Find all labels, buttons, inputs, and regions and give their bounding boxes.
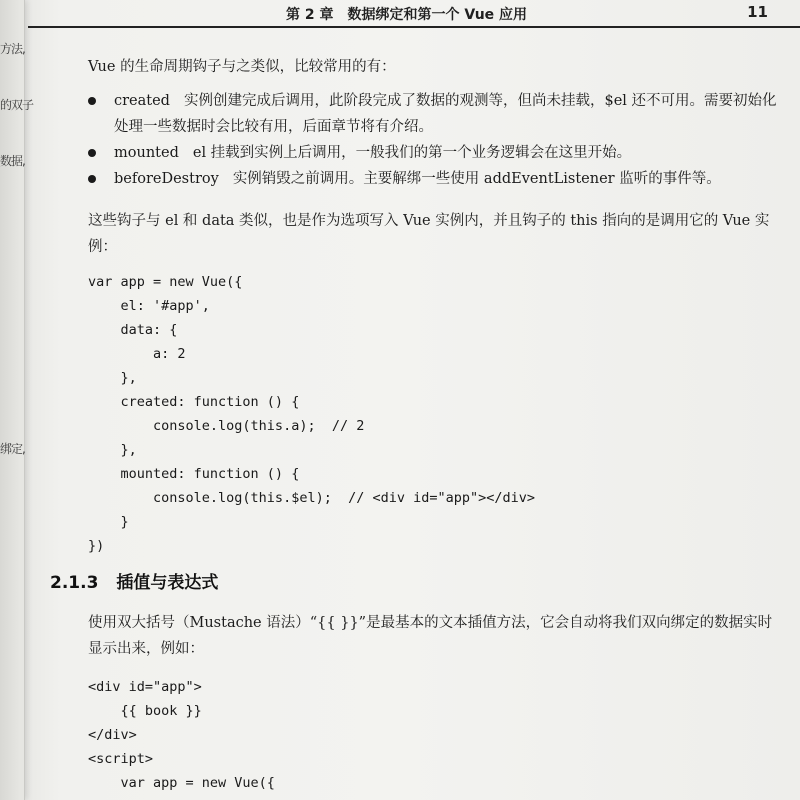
hooks-note: 这些钩子与 el 和 data 类似，也是作为选项写入 Vue 实例内，并且钩子的 this 指向的是调用它的 Vue 实例： [88,213,770,255]
hook-description: 实例创建完成后调用，此阶段完成了数据的观测等，但尚未挂载，$el 还不可用。需要初始化处理一些数据时会比较有用，后面章节将有介绍。 [114,93,777,135]
previous-page-edge [0,0,34,800]
page-number: 11 [747,3,768,21]
hook-description: 实例销毁之前调用。主要解绑一些使用 addEventListener 监听的事件等。 [232,171,721,187]
hook-name: created [114,93,170,109]
list-item [88,88,778,140]
lifecycle-intro: Vue 的生命周期钩子与之类似，比较常用的有： [88,59,396,75]
chapter-title: 第 2 章 数据绑定和第一个 Vue 应用 [286,7,528,23]
hook-name: mounted [114,145,179,161]
prev-page-fragment: 绑定, [0,442,25,456]
bullet-icon [88,97,96,105]
prev-page-fragment: 方法, [0,42,25,56]
prev-page-fragment: 数据, [0,154,25,168]
code-block-interpolation: <div id="app"> {{ book }} </div> <script> var app = new Vue({ [88,679,275,791]
hook-description: el 挂载到实例上后调用，一般我们的第一个业务逻辑会在这里开始。 [192,145,632,161]
code-block-lifecycle: var app = new Vue({ el: '#app', data: { a: 2 }, created: function () { console.log(this.a); // 2 }, mounted: function () { console.log(this.$el); // <div id="app"></div> } }) [88,274,536,554]
bullet-icon [88,149,96,157]
running-header [28,0,800,28]
list-item [88,166,778,192]
hook-name: beforeDestroy [114,171,219,187]
list-item [88,140,778,166]
hook-list [88,88,778,192]
section-heading [50,568,218,593]
section-number: 2.1.3 [50,573,99,593]
section-intro: 使用双大括号（Mustache 语法）“{{ }}”是最基本的文本插值方法，它会自动将我们双向绑定的数据实时显示出来，例如： [88,615,773,657]
prev-page-fragment: 的双子 [0,98,34,112]
section-title: 插值与表达式 [116,573,219,593]
bullet-icon [88,175,96,183]
